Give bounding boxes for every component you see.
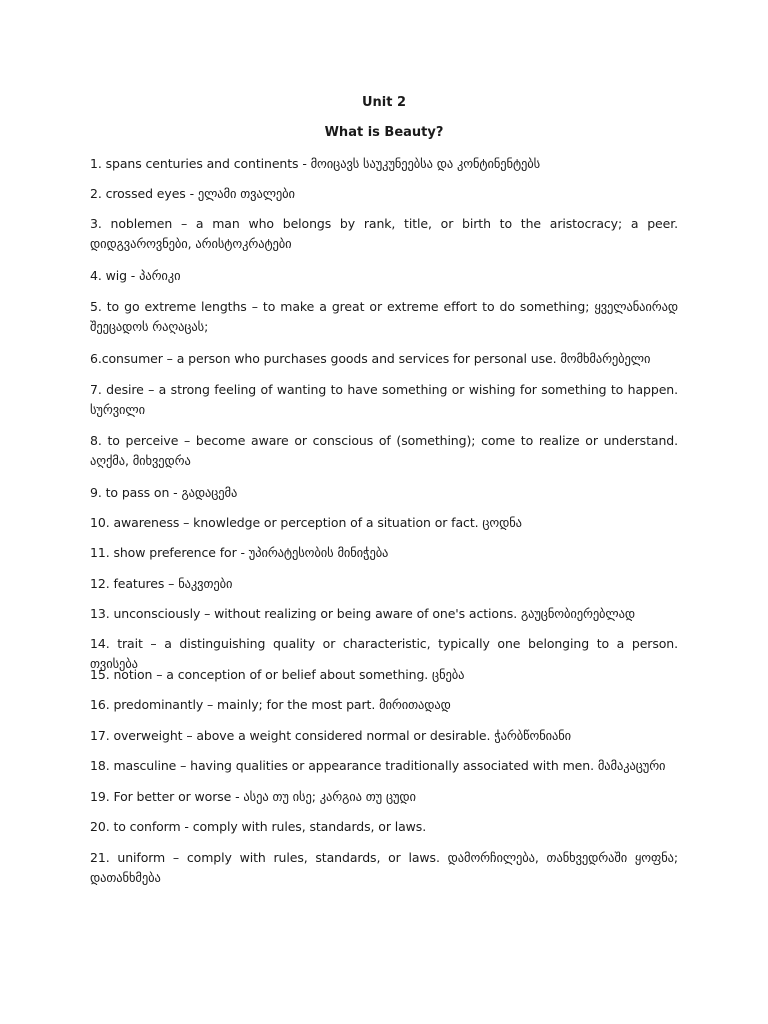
vocabulary-entry: 15. notion – a conception of or belief about something. ცნება <box>90 667 465 682</box>
vocabulary-entry: 10. awareness – knowledge or perception of a situation or fact. ცოდნა <box>90 515 522 530</box>
vocabulary-entry: 18. masculine – having qualities or appearance traditionally associated with men. მამაკაცური <box>90 758 666 773</box>
vocabulary-entry: 6.consumer – a person who purchases goods and services for personal use. მომხმარებელი <box>90 351 651 366</box>
vocabulary-entry: 20. to conform - comply with rules, standards, or laws. <box>90 819 427 834</box>
vocabulary-entry: 17. overweight – above a weight considered normal or desirable. ჭარბწონიანი <box>90 728 572 743</box>
vocabulary-entry: 5. to go extreme lengths – to make a great or extreme effort to do something; ყველანაირად შეეცადოს რაღაცას; <box>90 299 678 334</box>
vocabulary-entry: 7. desire – a strong feeling of wanting to have something or wishing for something to happen. სურვილი <box>90 382 678 417</box>
vocabulary-entry: 4. wig - პარიკი <box>90 268 181 283</box>
vocabulary-entry: 21. uniform – comply with rules, standards, or laws. დამორჩილება, თანხვედრაში ყოფნა; დათანხმება <box>90 850 678 885</box>
vocabulary-entry: 12. features – ნაკვთები <box>90 576 233 591</box>
unit-heading: Unit 2 <box>361 95 407 110</box>
vocabulary-entry: 1. spans centuries and continents - მოიცავს საუკუნეებსა და კონტინენტებს <box>90 156 541 171</box>
vocabulary-entry: 2. crossed eyes - ელამი თვალები <box>90 186 295 201</box>
vocabulary-entry: 13. unconsciously – without realizing or being aware of one's actions. გაუცნობიერებლად <box>90 606 636 621</box>
vocabulary-entry: 19. For better or worse - ასეა თუ ისე; კარგია თუ ცუდი <box>90 789 416 804</box>
vocabulary-entry: 14. trait – a distinguishing quality or characteristic, typically one belonging to a person. თვისება <box>90 636 678 671</box>
vocabulary-entry: 9. to pass on - გადაცემა <box>90 485 238 500</box>
vocabulary-entry: 11. show preference for - უპირატესობის მინიჭება <box>90 545 389 560</box>
vocabulary-entry: 16. predominantly – mainly; for the most part. მირითადად <box>90 697 451 712</box>
vocabulary-entry: 3. noblemen – a man who belongs by rank, title, or birth to the aristocracy; a peer. დიდგვაროვნები, არისტოკრატები <box>90 216 678 251</box>
vocabulary-entry: 8. to perceive – become aware or conscious of (something); come to realize or understand. აღქმა, მიხვედრა <box>90 433 678 468</box>
document-title: What is Beauty? <box>324 125 444 140</box>
